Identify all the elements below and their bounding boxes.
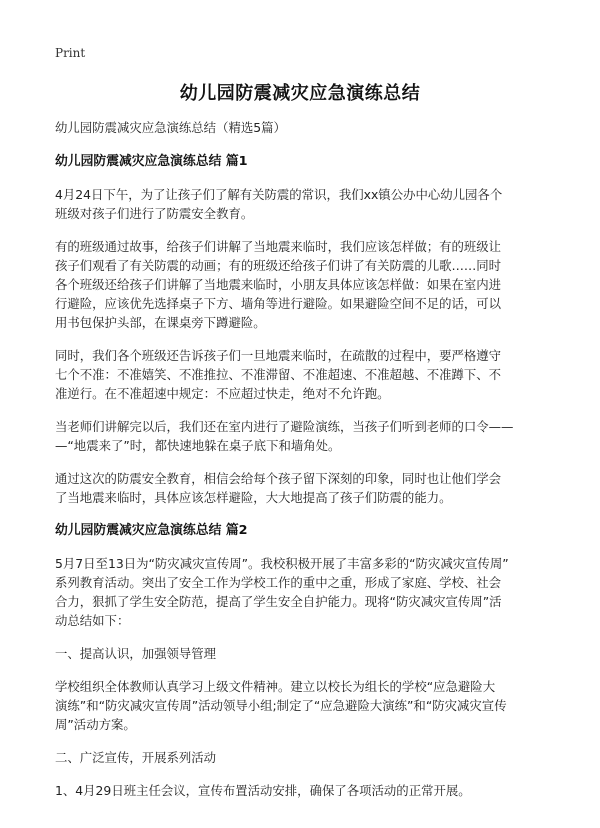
text-line: 二、广泛宣传，开展系列活动 bbox=[55, 750, 217, 765]
text-line: 演练”和“防灾减灾宣传周”活动领导小组;制定了“应急避险大演练”和“防灾减灾宣传 bbox=[55, 698, 507, 713]
text-line: —“地震来了”时，都快速地躲在桌子底下和墙角处。 bbox=[55, 438, 341, 453]
text-line: 行避险，应该优先选择桌子下方、墙角等进行避险。如果避险空间不足的话，可以 bbox=[55, 296, 502, 311]
section-2 bbox=[55, 521, 553, 800]
print-link[interactable]: Print bbox=[55, 46, 86, 60]
text-line: 合力，狠抓了学生安全防范，提高了学生安全自护能力。现将“防灾减灾宣传周”活 bbox=[55, 594, 502, 609]
paragraph bbox=[55, 554, 553, 630]
text-line: 一、提高认识，加强领导管理 bbox=[55, 646, 217, 661]
section-heading: 幼儿园防震减灾应急演练总结 篇1 bbox=[55, 154, 248, 169]
text-line: 孩子们观看了有关防震的动画；有的班级还给孩子们讲了有关防震的儿歌……同时 bbox=[55, 258, 502, 273]
section-heading: 幼儿园防震减灾应急演练总结 篇2 bbox=[55, 523, 248, 538]
article-subtitle: 幼儿园防震减灾应急演练总结（精选5篇） bbox=[55, 120, 286, 135]
text-line: 系列教育活动。突出了安全工作为学校工作的重中之重，形成了家庭、学校、社会 bbox=[55, 575, 502, 590]
text-line: 4月24日下午，为了让孩子们了解有关防震的常识，我们xx镇公办中心幼儿园各个 bbox=[55, 187, 503, 202]
text-line: 用书包保护头部，在课桌旁下蹲避险。 bbox=[55, 315, 266, 330]
text-line: 准逆行。在不准超速中规定：不应超过快走，绝对不允许跑。 bbox=[55, 386, 390, 401]
paragraph bbox=[55, 644, 553, 663]
paragraph bbox=[55, 781, 553, 800]
paragraph bbox=[55, 677, 553, 734]
text-line: 周”活动方案。 bbox=[55, 717, 136, 732]
text-line: 七个不准：不准嬉笑、不准推拉、不准滞留、不准超速、不准超越、不准蹲下、不 bbox=[55, 367, 502, 382]
text-line: 动总结如下： bbox=[55, 613, 130, 628]
text-line: 当老师们讲解完以后，我们还在室内进行了避险演练，当孩子们听到老师的口令—— bbox=[55, 419, 514, 434]
text-line: 同时，我们各个班级还告诉孩子们一旦地震来临时，在疏散的过程中，要严格遵守 bbox=[55, 348, 502, 363]
section-1 bbox=[55, 152, 553, 507]
paragraph bbox=[55, 346, 553, 403]
text-line: 各个班级还给孩子们讲解了当地震来临时，小朋友具体应该怎样做：如果在室内进 bbox=[55, 277, 502, 292]
paragraph bbox=[55, 185, 553, 223]
paragraph bbox=[55, 417, 553, 455]
paragraph bbox=[55, 469, 553, 507]
article-body bbox=[55, 118, 553, 814]
text-line: 通过这次的防震安全教育，相信会给每个孩子留下深刻的印象，同时也让他们学会 bbox=[55, 471, 502, 486]
text-line: 了当地震来临时，具体应该怎样避险，大大地提高了孩子们防震的能力。 bbox=[55, 490, 452, 505]
text-line: 班级对孩子们进行了防震安全教育。 bbox=[55, 206, 254, 221]
text-line: 有的班级通过故事，给孩子们讲解了当地震来临时，我们应该怎样做；有的班级让 bbox=[55, 239, 502, 254]
paragraph bbox=[55, 237, 553, 332]
text-line: 学校组织全体教师认真学习上级文件精神。建立以校长为组长的学校“应急避险大 bbox=[55, 679, 496, 694]
text-line: 5月7日至13日为“防灾减灾宣传周”。我校积极开展了丰富多彩的“防灾减灾宣传周” bbox=[55, 556, 509, 571]
text-line: 1、4月29日班主任会议，宣传布置活动安排，确保了各项活动的正常开展。 bbox=[55, 783, 471, 798]
page-title: 幼儿园防震减灾应急演练总结 bbox=[179, 83, 421, 104]
paragraph bbox=[55, 748, 553, 767]
